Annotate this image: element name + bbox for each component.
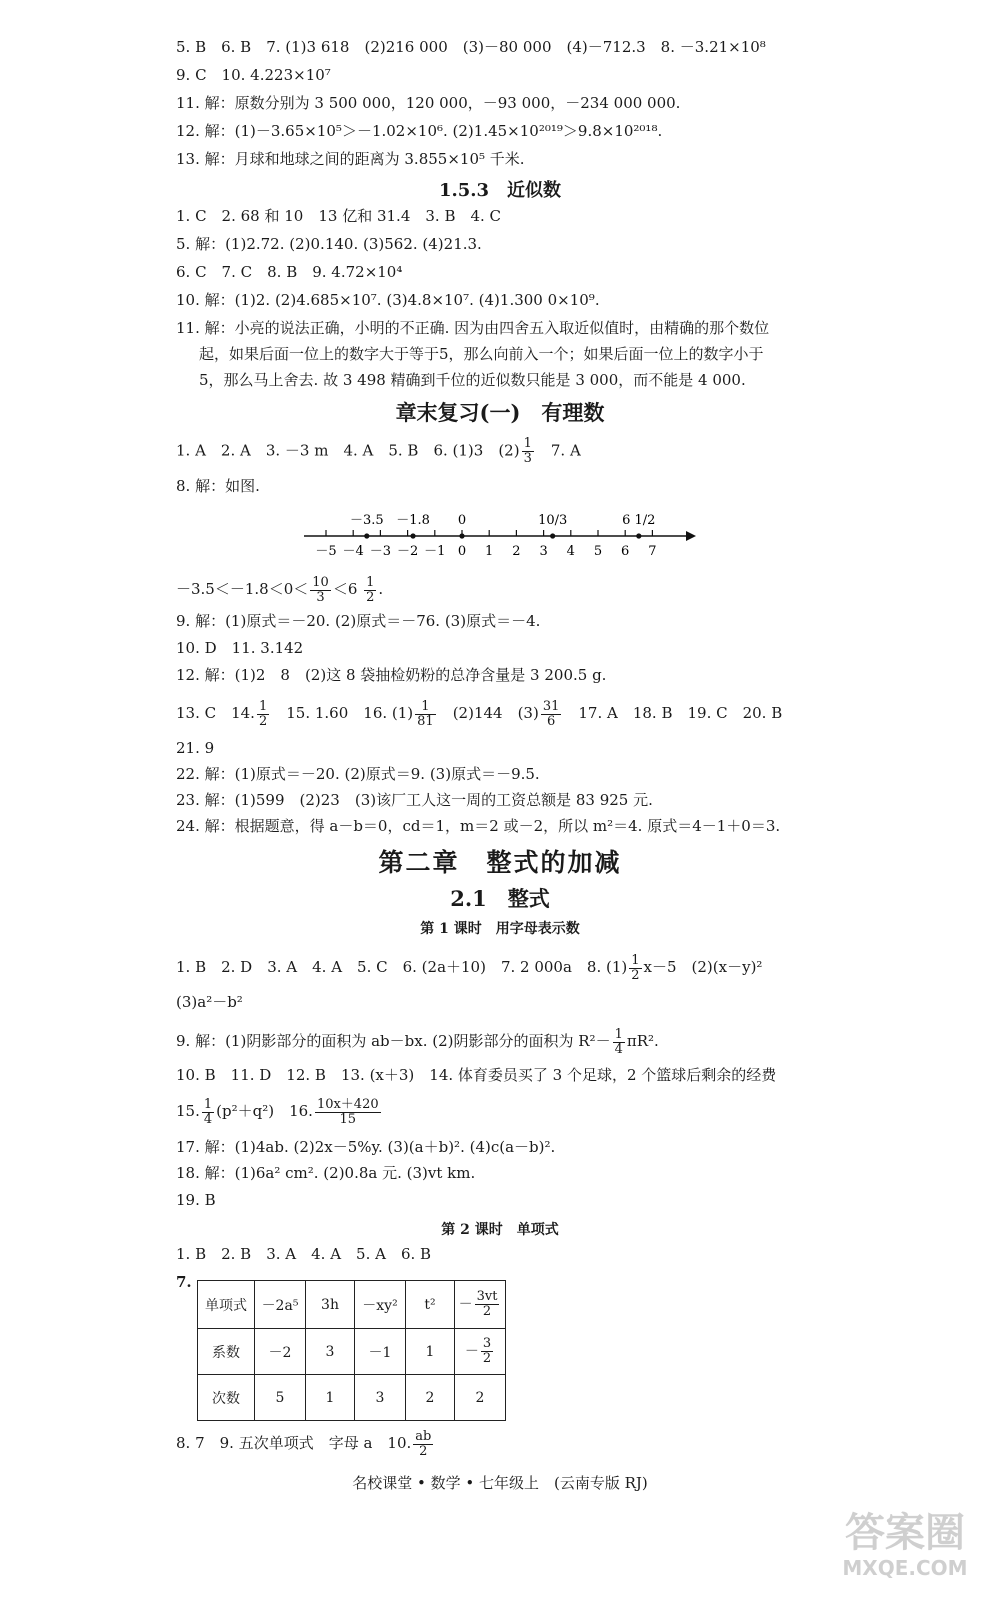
lesson-title-1: 第 1 课时 用字母表示数	[420, 921, 580, 937]
tick-label: －3	[369, 544, 392, 559]
table-row: 次数 5 1 3 2 2	[198, 1375, 506, 1421]
tick-label: －4	[342, 544, 364, 559]
answer-line: －3.5＜－1.8＜0＜ $\frac{10}{3}$ ＜6 $\frac{1}{2}$ .	[176, 574, 384, 605]
answer-line: 10. D 11. 3.142	[176, 639, 304, 657]
fraction: $\frac{3vt}{2}$	[476, 1289, 498, 1319]
watermark-top: 答案圈	[845, 1509, 965, 1556]
answer-line: 10. 解：(1)2. (2)4.685×10⁷. (3)4.8×10⁷. (4)1.300 0×10⁹.	[176, 291, 600, 309]
point-marker	[636, 533, 641, 538]
fraction: $\frac{1}{3}$	[523, 436, 532, 466]
answer-line: 5. 解：(1)2.72. (2)0.140. (3)562. (4)21.3.	[176, 235, 482, 253]
point-marker	[459, 533, 464, 538]
point-label: －3.5	[349, 513, 384, 528]
number-line-arrow	[686, 531, 696, 541]
answer-line: 1. B 2. D 3. A 4. A 5. C 6. (2a＋10) 7. 2 000a 8. (1) $\frac{1}{2}$ x－5 (2)(x－y)²	[176, 952, 763, 983]
lesson-title-2: 第 2 课时 单项式	[441, 1222, 559, 1238]
point-label: 10/3	[538, 513, 568, 528]
fraction: $\frac{1}{2}$	[258, 698, 268, 729]
tick-label: －2	[396, 544, 419, 559]
answer-line: 5，那么马上舍去. 故 3 498 精确到千位的近似数只能是 3 000，而不能是 4 000.	[199, 371, 746, 389]
tick-label: 6	[621, 544, 630, 559]
fraction: $\frac{10x+420}{15}$	[316, 1096, 379, 1127]
answer-line: 19. B	[176, 1191, 216, 1209]
point-label: 6 1/2	[622, 513, 656, 528]
point-label: 0	[457, 513, 467, 528]
tick-label: 5	[593, 544, 603, 559]
answer-line: 1. C 2. 68 和 10 13 亿和 31.4 3. B 4. C	[176, 207, 502, 225]
answer-line: 11. 解：原数分别为 3 500 000，120 000，－93 000，－234 000 000.	[176, 94, 681, 112]
tick-label: 3	[539, 544, 548, 559]
answer-line: 15. $\frac{1}{4}$ (p²＋q²) 16. $\frac{10x+420}{15}$	[176, 1096, 379, 1127]
answer-line: 22. 解：(1)原式＝－20. (2)原式＝9. (3)原式＝－9.5.	[176, 765, 540, 783]
table-row: 单项式 －2a⁵ 3h －xy² t² － $\frac{3vt}{2}$	[198, 1281, 506, 1329]
number-line-figure	[290, 496, 710, 566]
fraction: $\frac{31}{6}$	[542, 698, 560, 729]
page-footer: 名校课堂 • 数学 • 七年级上 (云南专版 RJ)	[352, 1474, 648, 1492]
tick-label: －1	[424, 544, 446, 559]
fraction: $\frac{1}{4}$	[614, 1026, 623, 1057]
tick-label: 4	[566, 544, 575, 559]
answer-line: 9. 解：(1)阴影部分的面积为 ab－bx. (2)阴影部分的面积为 R²－ $\frac{1}{4}$ πR².	[176, 1026, 659, 1057]
answer-line: 6. C 7. C 8. B 9. 4.72×10⁴	[176, 263, 403, 281]
answer-line: 13. C 14. $\frac{1}{2}$ 15. 1.60 16. (1) $\frac{1}{81}$ (2)144 (3) $\frac{31}{6}$ 17. A 18. B 19. C 20. B	[176, 698, 783, 729]
tick-label: －5	[315, 544, 337, 559]
answer-line: 11. 解：小亮的说法正确，小明的不正确. 因为由四舍五入取近似值时，由精确的那个数位	[176, 319, 770, 337]
answer-line: 21. 9	[176, 739, 215, 757]
answer-line: 9. C 10. 4.223×10⁷	[176, 66, 331, 84]
table-row: 系数 －2 3 －1 1 － $\frac{3}{2}$	[198, 1329, 506, 1375]
fraction: $\frac{1}{4}$	[203, 1096, 213, 1127]
fraction: $\frac{1}{2}$	[631, 952, 640, 983]
fraction: $\frac{10}{3}$	[312, 574, 329, 605]
answer-line: 13. 解：月球和地球之间的距离为 3.855×10⁵ 千米.	[176, 150, 525, 168]
section-title-1-5-3: 1.5.3 近似数	[438, 180, 562, 201]
point-label: －1.8	[396, 513, 430, 528]
tick-label: 2	[512, 544, 521, 559]
answer-line: 17. 解：(1)4ab. (2)2x－5%y. (3)(a＋b)². (4)c(a－b)².	[176, 1138, 556, 1156]
tick-label: 1	[485, 544, 494, 559]
fraction: $\frac{1}{2}$	[366, 574, 375, 605]
answer-line: 12. 解：(1)－3.65×10⁵＞－1.02×10⁶. (2)1.45×10²⁰¹⁹＞9.8×10²⁰¹⁸.	[176, 122, 663, 140]
section-title-2-1: 2.1 整式	[450, 886, 550, 911]
monomial-table	[197, 1280, 506, 1421]
answer-line: 9. 解：(1)原式＝－20. (2)原式＝－76. (3)原式＝－4.	[176, 612, 541, 630]
fraction: $\frac{3}{2}$	[482, 1336, 492, 1366]
answer-line: 10. B 11. D 12. B 13. (x＋3) 14. 体育委员买了 3 个足球，2 个篮球后剩余的经费	[176, 1066, 777, 1084]
question-number: 7.	[176, 1273, 192, 1291]
answer-line: 23. 解：(1)599 (2)23 (3)该厂工人这一周的工资总额是 83 925 元.	[176, 791, 653, 809]
point-marker	[410, 533, 415, 538]
answer-line: 18. 解：(1)6a² cm². (2)0.8a 元. (3)vt km.	[176, 1164, 476, 1182]
answer-line: 5. B 6. B 7. (1)3 618 (2)216 000 (3)－80 000 (4)－712.3 8. －3.21×10⁸	[176, 38, 766, 56]
answer-line: 起，如果后面一位上的数字大于等于5，那么向前入一个；如果后面一位上的数字小于	[199, 345, 764, 363]
answer-line: 24. 解：根据题意，得 a－b＝0，cd＝1，m＝2 或－2，所以 m²＝4. 原式＝4－1＋0＝3.	[176, 817, 781, 835]
chapter-title: 第二章 整式的加减	[378, 848, 622, 877]
fraction: $\frac{1}{81}$	[417, 698, 434, 729]
watermark-bottom: MXQE.COM	[842, 1556, 968, 1580]
watermark-logo	[830, 1510, 980, 1590]
answer-line: (3)a²－b²	[176, 993, 243, 1011]
section-title-review: 章末复习(一) 有理数	[395, 400, 605, 425]
answer-line: 12. 解：(1)2 8 (2)这 8 袋抽检奶粉的总净含量是 3 200.5 g.	[176, 666, 607, 684]
point-marker	[550, 533, 555, 538]
tick-label: 7	[648, 544, 657, 559]
point-marker	[364, 533, 369, 538]
fraction: $\frac{ab}{2}$	[415, 1428, 432, 1459]
tick-label: 0	[457, 544, 467, 559]
answer-line: 1. B 2. B 3. A 4. A 5. A 6. B	[176, 1245, 432, 1263]
answer-line: 8. 解：如图.	[176, 477, 260, 495]
answer-line: 8. 7 9. 五次单项式 字母 a 10. $\frac{ab}{2}$	[176, 1428, 432, 1459]
answer-line: 1. A 2. A 3. －3 m 4. A 5. B 6. (1)3 (2) $\frac{1}{3}$ 7. A	[176, 436, 581, 466]
